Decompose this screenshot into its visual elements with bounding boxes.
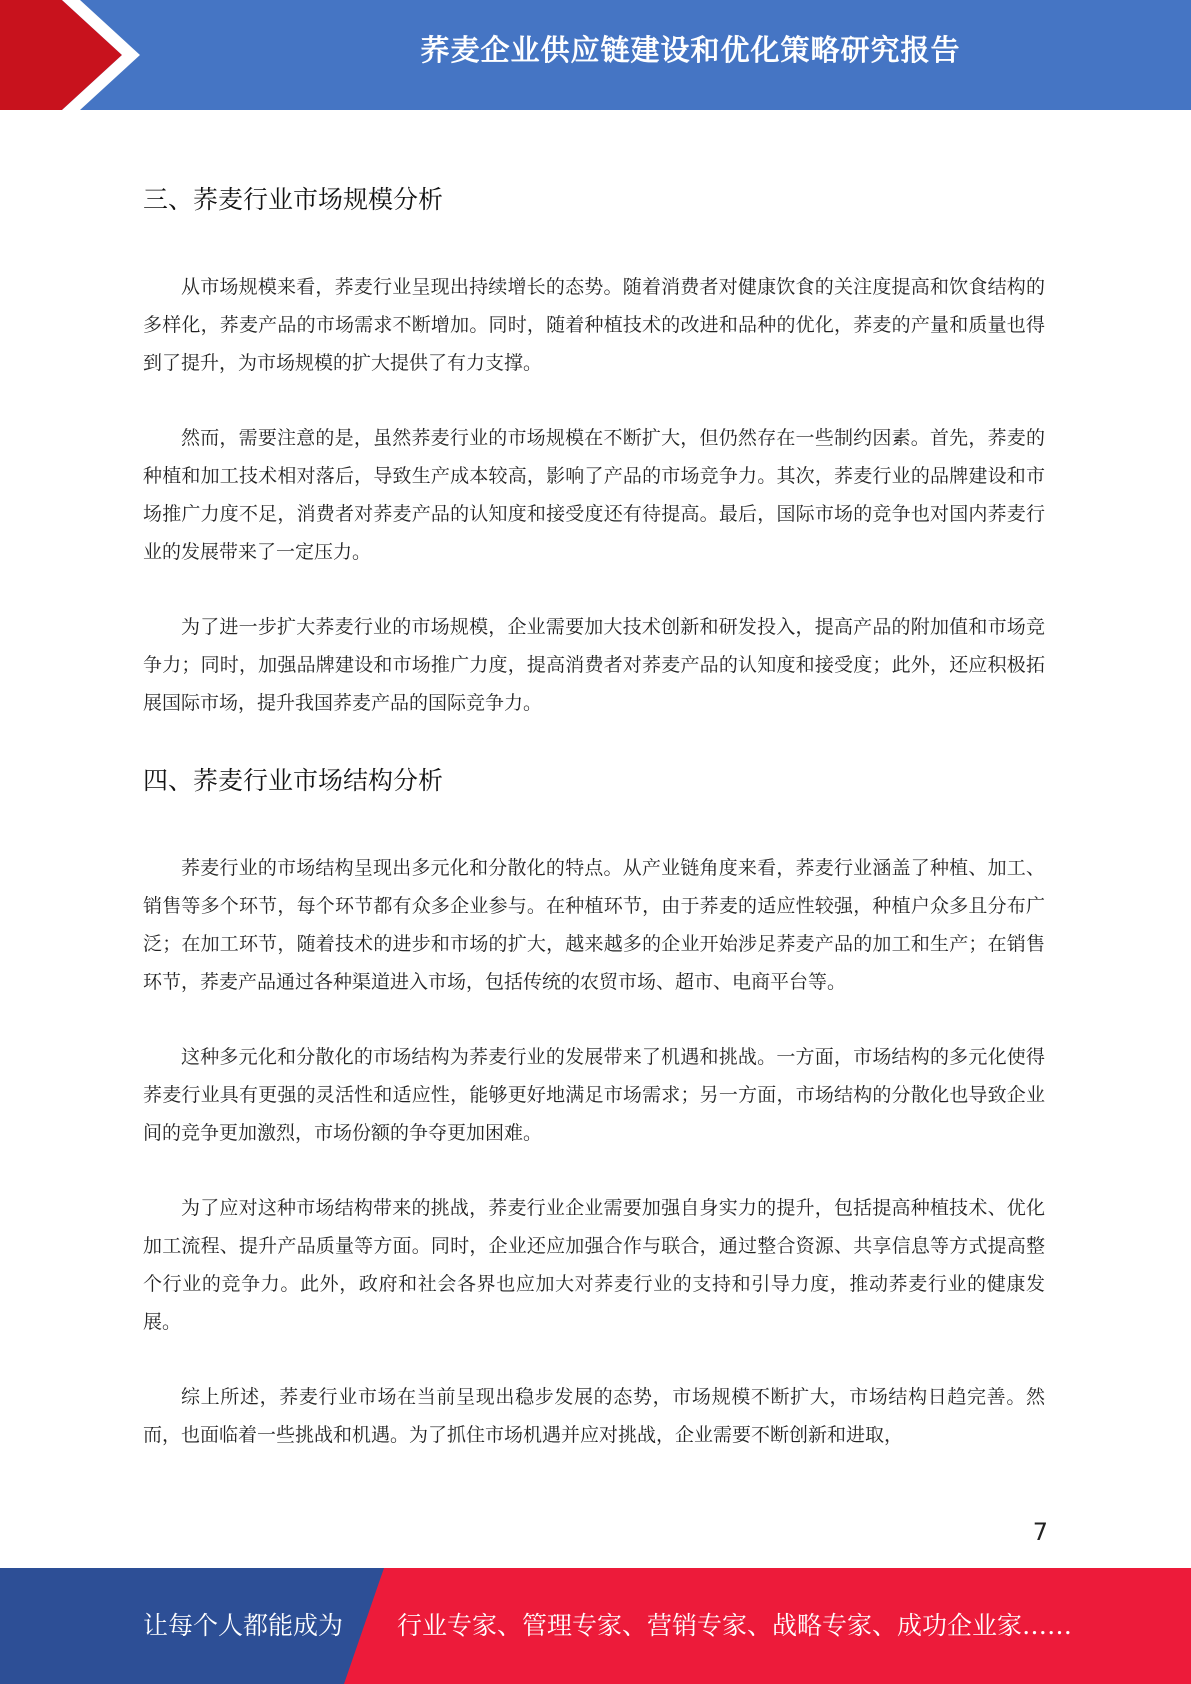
page-number: 7 (1032, 1518, 1048, 1546)
section-body-market-structure (143, 849, 1045, 1454)
footer-slogan-right: 行业专家、管理专家、营销专家、战略专家、成功企业家…… (397, 1611, 1073, 1640)
report-title: 荞麦企业供应链建设和优化策略研究报告 (420, 33, 961, 67)
page-header (0, 0, 1191, 110)
paragraph: 这种多元化和分散化的市场结构为荞麦行业的发展带来了机遇和挑战。一方面，市场结构的多元化使得荞麦行业具有更强的灵活性和适应性，能够更好地满足市场需求；另一方面，市场结构的分散化也导致企业间的竞争更加激烈，市场份额的争夺更加困难。 (143, 1046, 1045, 1144)
paragraph: 从市场规模来看，荞麦行业呈现出持续增长的态势。随着消费者对健康饮食的关注度提高和饮食结构的多样化，荞麦产品的市场需求不断增加。同时，随着种植技术的改进和品种的优化，荞麦的产量和质量也得到了提升，为市场规模的扩大提供了有力支撑。 (143, 276, 1045, 374)
paragraph: 为了应对这种市场结构带来的挑战，荞麦行业企业需要加强自身实力的提升，包括提高种植技术、优化加工流程、提升产品质量等方面。同时，企业还应加强合作与联合，通过整合资源、共享信息等方式提高整个行业的竞争力。此外，政府和社会各界也应加大对荞麦行业的支持和引导力度，推动荞麦行业的健康发展。 (143, 1197, 1045, 1333)
paragraph: 为了进一步扩大荞麦行业的市场规模，企业需要加大技术创新和研发投入，提高产品的附加值和市场竞争力；同时，加强品牌建设和市场推广力度，提高消费者对荞麦产品的认知度和接受度；此外，还应积极拓展国际市场，提升我国荞麦产品的国际竞争力。 (143, 616, 1045, 714)
paragraph: 综上所述，荞麦行业市场在当前呈现出稳步发展的态势，市场规模不断扩大，市场结构日趋完善。然而，也面临着一些挑战和机遇。为了抓住市场机遇并应对挑战，企业需要不断创新和进取， (143, 1386, 1045, 1446)
page-content (143, 178, 1045, 1491)
header-red-arrow-graphic (0, 0, 150, 110)
section-body-market-size (143, 268, 1045, 722)
paragraph: 荞麦行业的市场结构呈现出多元化和分散化的特点。从产业链角度来看，荞麦行业涵盖了种植、加工、销售等多个环节，每个环节都有众多企业参与。在种植环节，由于荞麦的适应性较强，种植户众多且分布广泛；在加工环节，随着技术的进步和市场的扩大，越来越多的企业开始涉足荞麦产品的加工和生产；在销售环节，荞麦产品通过各种渠道进入市场，包括传统的农贸市场、超市、电商平台等。 (143, 857, 1045, 993)
section-heading-market-size: 三、荞麦行业市场规模分析 (143, 185, 444, 214)
footer-slogan-left: 让每个人都能成为 (143, 1611, 344, 1640)
page-footer (0, 1568, 1191, 1684)
section-heading-market-structure: 四、荞麦行业市场结构分析 (143, 766, 444, 795)
paragraph: 然而，需要注意的是，虽然荞麦行业的市场规模在不断扩大，但仍然存在一些制约因素。首先，荞麦的种植和加工技术相对落后，导致生产成本较高，影响了产品的市场竞争力。其次，荞麦行业的品牌建设和市场推广力度不足，消费者对荞麦产品的认知度和接受度还有待提高。最后，国际市场的竞争也对国内荞麦行业的发展带来了一定压力。 (143, 427, 1045, 563)
